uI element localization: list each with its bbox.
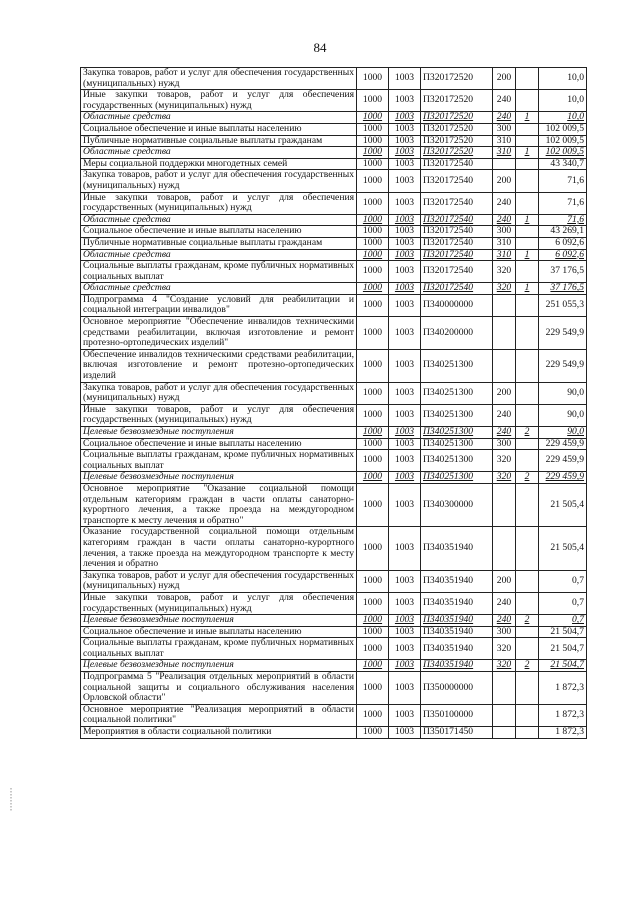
row-subsection: 1003 [389,90,421,112]
table-row [81,349,587,382]
row-funding-code: 1 [516,112,539,124]
budget-table [80,67,587,739]
table-row [81,237,587,249]
row-amount: 1 872,3 [539,704,587,726]
row-amount: 21 504,7 [539,638,587,660]
row-target-article: П340300000 [421,483,493,526]
row-funding-code: 2 [516,660,539,672]
table-row [81,704,587,726]
row-name: Социальные выплаты гражданам, кроме публичных нормативных социальных выплат [81,261,357,283]
table-row [81,382,587,404]
page-number: 84 [313,40,327,55]
row-section: 1000 [357,147,389,159]
row-amount: 21 505,4 [539,527,587,570]
row-name: Иные закупки товаров, работ и услуг для обеспечения государственных (муниципальных) нужд [81,592,357,614]
row-section: 1000 [357,704,389,726]
row-subsection: 1003 [389,404,421,426]
row-subsection: 1003 [389,192,421,214]
table-row [81,112,587,124]
row-subsection: 1003 [389,472,421,484]
table-row [81,626,587,638]
row-funding-code [516,68,539,90]
row-amount: 90,0 [539,404,587,426]
row-target-article: П320172540 [421,170,493,192]
row-amount: 6 092,6 [539,249,587,261]
row-section: 1000 [357,261,389,283]
row-section: 1000 [357,483,389,526]
row-expense-type [493,158,516,170]
row-name: Публичные нормативные социальные выплаты гражданам [81,237,357,249]
row-expense-type: 300 [493,626,516,638]
row-target-article: П340351940 [421,592,493,614]
table-row [81,483,587,526]
row-amount: 43 269,1 [539,226,587,238]
table-row [81,570,587,592]
margin-mark [8,788,14,812]
table-row [81,472,587,484]
row-target-article: П340251300 [421,427,493,439]
row-name: Подпрограмма 4 "Создание условий для реабилитации и социальной интеграции инвалидов" [81,294,357,316]
row-funding-code [516,483,539,526]
row-expense-type: 240 [493,112,516,124]
row-amount: 1 872,3 [539,672,587,705]
row-amount: 21 505,4 [539,483,587,526]
row-amount: 37 176,5 [539,283,587,295]
row-target-article: П340200000 [421,317,493,350]
row-name: Областные средства [81,214,357,226]
row-expense-type: 300 [493,123,516,135]
row-section: 1000 [357,170,389,192]
row-subsection: 1003 [389,450,421,472]
row-target-article: П350000000 [421,672,493,705]
row-section: 1000 [357,472,389,484]
row-funding-code [516,438,539,450]
row-section: 1000 [357,626,389,638]
row-subsection: 1003 [389,660,421,672]
row-funding-code [516,294,539,316]
row-funding-code [516,592,539,614]
row-expense-type: 310 [493,249,516,261]
row-expense-type [493,317,516,350]
row-name: Социальные выплаты гражданам, кроме публичных нормативных социальных выплат [81,638,357,660]
row-target-article: П320172540 [421,237,493,249]
row-name: Иные закупки товаров, работ и услуг для обеспечения государственных (муниципальных) нужд [81,404,357,426]
row-subsection: 1003 [389,226,421,238]
row-name: Оказание государственной социальной помощи отдельным категориям граждан в части оплаты санаторно-курортного лечения, а также проезда на междугородном транспорте к месту лечения и обратно [81,527,357,570]
row-target-article: П320172540 [421,214,493,226]
row-funding-code [516,727,539,739]
row-section: 1000 [357,672,389,705]
row-subsection: 1003 [389,704,421,726]
table-row [81,283,587,295]
row-target-article: П320172520 [421,147,493,159]
row-funding-code [516,570,539,592]
row-amount: 6 092,6 [539,237,587,249]
row-expense-type: 240 [493,90,516,112]
row-subsection: 1003 [389,317,421,350]
row-amount: 43 340,7 [539,158,587,170]
row-subsection: 1003 [389,249,421,261]
row-target-article: П320172540 [421,249,493,261]
row-funding-code: 2 [516,472,539,484]
row-amount: 0,7 [539,615,587,627]
row-expense-type: 300 [493,226,516,238]
row-amount: 10,0 [539,112,587,124]
row-expense-type: 240 [493,214,516,226]
row-subsection: 1003 [389,592,421,614]
row-funding-code [516,237,539,249]
row-target-article: П340351940 [421,638,493,660]
row-section: 1000 [357,317,389,350]
row-section: 1000 [357,283,389,295]
row-expense-type: 200 [493,68,516,90]
row-section: 1000 [357,237,389,249]
row-subsection: 1003 [389,283,421,295]
row-name: Областные средства [81,249,357,261]
row-funding-code [516,90,539,112]
row-amount: 102 009,5 [539,147,587,159]
row-target-article: П320172540 [421,261,493,283]
row-subsection: 1003 [389,170,421,192]
row-expense-type: 320 [493,472,516,484]
row-expense-type: 320 [493,283,516,295]
row-amount: 102 009,5 [539,135,587,147]
row-section: 1000 [357,660,389,672]
row-target-article: П340251300 [421,382,493,404]
row-funding-code [516,704,539,726]
row-amount: 229 459,9 [539,438,587,450]
row-name: Закупка товаров, работ и услуг для обеспечения государственных (муниципальных) нужд [81,170,357,192]
row-target-article: П350171450 [421,727,493,739]
row-target-article: П350100000 [421,704,493,726]
row-expense-type [493,294,516,316]
row-amount: 1 872,3 [539,727,587,739]
row-funding-code: 1 [516,283,539,295]
row-expense-type [493,727,516,739]
row-subsection: 1003 [389,135,421,147]
row-subsection: 1003 [389,382,421,404]
row-amount: 10,0 [539,68,587,90]
row-section: 1000 [357,592,389,614]
row-expense-type: 300 [493,438,516,450]
row-section: 1000 [357,438,389,450]
row-funding-code: 2 [516,427,539,439]
row-section: 1000 [357,294,389,316]
row-name: Подпрограмма 5 "Реализация отдельных мероприятий в области социальной защиты и социального обслуживания населения Орловской области" [81,672,357,705]
row-expense-type: 320 [493,660,516,672]
row-expense-type: 240 [493,427,516,439]
row-name: Социальное обеспечение и иные выплаты населению [81,438,357,450]
row-section: 1000 [357,427,389,439]
row-section: 1000 [357,570,389,592]
table-row [81,317,587,350]
row-amount: 251 055,3 [539,294,587,316]
row-name: Закупка товаров, работ и услуг для обеспечения государственных (муниципальных) нужд [81,570,357,592]
row-amount: 102 009,5 [539,123,587,135]
row-target-article: П340351940 [421,570,493,592]
table-row [81,527,587,570]
table-row [81,192,587,214]
row-funding-code [516,123,539,135]
row-subsection: 1003 [389,672,421,705]
row-subsection: 1003 [389,237,421,249]
row-section: 1000 [357,68,389,90]
row-section: 1000 [357,450,389,472]
row-subsection: 1003 [389,261,421,283]
row-expense-type: 200 [493,170,516,192]
row-expense-type: 310 [493,135,516,147]
row-name: Целевые безвозмездные поступления [81,472,357,484]
row-amount: 0,7 [539,570,587,592]
row-subsection: 1003 [389,570,421,592]
row-name: Основное мероприятие "Реализация мероприятий в области социальной политики" [81,704,357,726]
row-funding-code [516,170,539,192]
row-expense-type [493,483,516,526]
row-funding-code [516,158,539,170]
row-name: Областные средства [81,283,357,295]
row-amount: 21 504,7 [539,626,587,638]
row-subsection: 1003 [389,349,421,382]
table-row [81,226,587,238]
row-amount: 90,0 [539,382,587,404]
table-row [81,261,587,283]
row-expense-type [493,672,516,705]
table-row [81,249,587,261]
row-amount: 229 549,9 [539,317,587,350]
row-target-article: П340251300 [421,404,493,426]
row-target-article: П320172520 [421,68,493,90]
row-target-article: П320172520 [421,135,493,147]
row-target-article: П320172540 [421,283,493,295]
row-name: Целевые безвозмездные поступления [81,615,357,627]
row-subsection: 1003 [389,438,421,450]
row-section: 1000 [357,192,389,214]
row-name: Меры социальной поддержки многодетных семей [81,158,357,170]
row-section: 1000 [357,382,389,404]
row-amount: 71,6 [539,192,587,214]
table-row [81,438,587,450]
row-target-article: П320172540 [421,226,493,238]
table-row [81,615,587,627]
row-subsection: 1003 [389,68,421,90]
row-name: Социальное обеспечение и иные выплаты населению [81,123,357,135]
table-row [81,158,587,170]
row-amount: 10,0 [539,90,587,112]
row-name: Публичные нормативные социальные выплаты гражданам [81,135,357,147]
row-section: 1000 [357,527,389,570]
table-row [81,147,587,159]
row-expense-type: 320 [493,450,516,472]
row-target-article: П320172520 [421,112,493,124]
row-amount: 229 459,9 [539,450,587,472]
row-name: Социальное обеспечение и иные выплаты населению [81,626,357,638]
row-name: Обеспечение инвалидов техническими средствами реабилитации, включая изготовление и ремонт протезно-ортопедических изделий [81,349,357,382]
row-subsection: 1003 [389,158,421,170]
row-amount: 37 176,5 [539,261,587,283]
row-section: 1000 [357,123,389,135]
row-expense-type: 240 [493,615,516,627]
row-amount: 71,6 [539,214,587,226]
table-row [81,660,587,672]
row-name: Социальное обеспечение и иные выплаты населению [81,226,357,238]
row-amount: 0,7 [539,592,587,614]
row-name: Закупка товаров, работ и услуг для обеспечения государственных (муниципальных) нужд [81,382,357,404]
row-name: Социальные выплаты гражданам, кроме публичных нормативных социальных выплат [81,450,357,472]
row-section: 1000 [357,727,389,739]
row-funding-code [516,404,539,426]
table-row [81,294,587,316]
row-section: 1000 [357,349,389,382]
row-section: 1000 [357,90,389,112]
row-expense-type [493,349,516,382]
row-section: 1000 [357,226,389,238]
row-funding-code [516,317,539,350]
table-row [81,727,587,739]
row-funding-code: 1 [516,249,539,261]
row-target-article: П340351940 [421,527,493,570]
row-subsection: 1003 [389,294,421,316]
row-target-article: П340251300 [421,472,493,484]
row-name: Областные средства [81,147,357,159]
row-name: Закупка товаров, работ и услуг для обеспечения государственных (муниципальных) нужд [81,68,357,90]
row-subsection: 1003 [389,638,421,660]
table-row [81,592,587,614]
row-expense-type [493,704,516,726]
row-target-article: П340351940 [421,615,493,627]
row-funding-code [516,626,539,638]
row-target-article: П340351940 [421,660,493,672]
row-target-article: П340251300 [421,450,493,472]
row-target-article: П340351940 [421,626,493,638]
row-name: Мероприятия в области социальной политики [81,727,357,739]
row-subsection: 1003 [389,483,421,526]
row-section: 1000 [357,615,389,627]
row-subsection: 1003 [389,214,421,226]
row-expense-type: 200 [493,570,516,592]
row-amount: 71,6 [539,170,587,192]
row-section: 1000 [357,158,389,170]
row-name: Целевые безвозмездные поступления [81,660,357,672]
row-expense-type: 240 [493,592,516,614]
row-amount: 90,0 [539,427,587,439]
row-funding-code [516,450,539,472]
row-funding-code [516,527,539,570]
row-amount: 229 459,9 [539,472,587,484]
row-target-article: П320172540 [421,158,493,170]
table-row [81,672,587,705]
row-target-article: П320172520 [421,123,493,135]
row-target-article: П340251300 [421,438,493,450]
row-subsection: 1003 [389,527,421,570]
row-funding-code [516,192,539,214]
row-section: 1000 [357,638,389,660]
row-name: Основное мероприятие "Оказание социальной помощи отдельным категориям граждан в части оплаты санаторно-курортного лечения, а также проезда на междугородном транспорте к месту лечения и обратно" [81,483,357,526]
row-amount: 21 504,7 [539,660,587,672]
table-row [81,170,587,192]
row-section: 1000 [357,135,389,147]
row-funding-code [516,382,539,404]
row-subsection: 1003 [389,615,421,627]
table-row [81,135,587,147]
row-expense-type: 200 [493,382,516,404]
table-row [81,123,587,135]
row-subsection: 1003 [389,147,421,159]
row-funding-code [516,349,539,382]
table-row [81,404,587,426]
row-funding-code [516,135,539,147]
row-funding-code: 2 [516,615,539,627]
row-name: Областные средства [81,112,357,124]
row-funding-code: 1 [516,147,539,159]
row-funding-code [516,261,539,283]
row-expense-type: 240 [493,192,516,214]
row-expense-type: 240 [493,404,516,426]
table-row [81,450,587,472]
row-section: 1000 [357,404,389,426]
row-expense-type [493,527,516,570]
row-subsection: 1003 [389,727,421,739]
row-expense-type: 310 [493,147,516,159]
row-expense-type: 320 [493,638,516,660]
row-target-article: П340000000 [421,294,493,316]
row-subsection: 1003 [389,427,421,439]
row-section: 1000 [357,249,389,261]
table-row [81,427,587,439]
table-row [81,638,587,660]
row-amount: 229 549,9 [539,349,587,382]
row-funding-code: 1 [516,214,539,226]
row-target-article: П320172520 [421,90,493,112]
table-row [81,214,587,226]
row-name: Иные закупки товаров, работ и услуг для обеспечения государственных (муниципальных) нужд [81,90,357,112]
row-name: Основное мероприятие "Обеспечение инвалидов техническими средствами реабилитации, включая изготовление и ремонт протезно-ортопедических изделий" [81,317,357,350]
row-expense-type: 310 [493,237,516,249]
row-subsection: 1003 [389,626,421,638]
row-name: Иные закупки товаров, работ и услуг для обеспечения государственных (муниципальных) нужд [81,192,357,214]
row-funding-code [516,638,539,660]
row-subsection: 1003 [389,112,421,124]
row-section: 1000 [357,214,389,226]
row-funding-code [516,672,539,705]
row-expense-type: 320 [493,261,516,283]
table-row [81,90,587,112]
row-section: 1000 [357,112,389,124]
row-target-article: П340251300 [421,349,493,382]
table-row [81,68,587,90]
row-subsection: 1003 [389,123,421,135]
row-name: Целевые безвозмездные поступления [81,427,357,439]
row-target-article: П320172540 [421,192,493,214]
row-funding-code [516,226,539,238]
